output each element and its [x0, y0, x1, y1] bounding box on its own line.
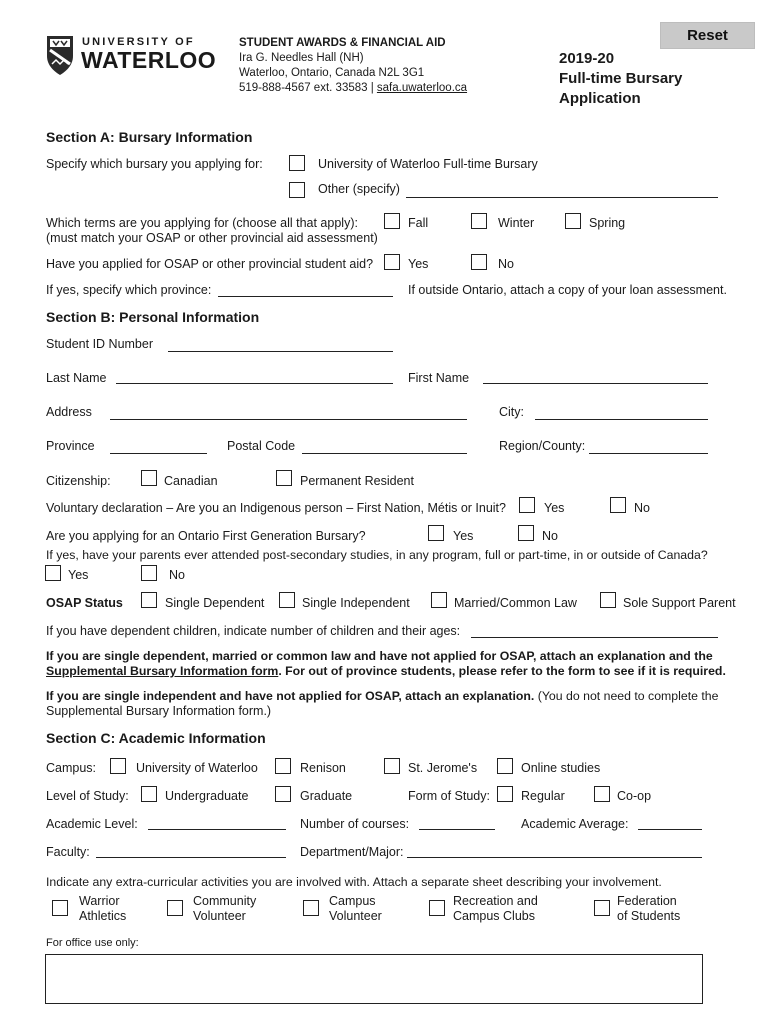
- federation-students-label-1: Federation: [617, 894, 677, 908]
- graduate-label: Graduate: [300, 789, 353, 803]
- outside-ontario-note: If outside Ontario, attach a copy of your loan assessment.: [408, 283, 727, 297]
- undergraduate-checkbox[interactable]: [141, 786, 157, 802]
- undergraduate-label: Undergraduate: [165, 789, 249, 803]
- winter-checkbox[interactable]: [471, 213, 487, 229]
- num-courses-label: Number of courses:: [300, 817, 410, 831]
- community-volunteer-label-1: Community: [193, 894, 257, 908]
- city-field[interactable]: [535, 419, 708, 420]
- city-label: City:: [499, 405, 524, 419]
- campus-label: Campus:: [46, 761, 97, 775]
- first-gen-yes-checkbox[interactable]: [428, 525, 444, 541]
- first-name-label: First Name: [408, 371, 470, 385]
- indigenous-yes-checkbox[interactable]: [519, 497, 535, 513]
- supplemental-form-link[interactable]: Supplemental Bursary Information form: [46, 664, 279, 678]
- faculty-field[interactable]: [96, 857, 286, 858]
- recreation-clubs-label-1: Recreation and: [453, 894, 538, 908]
- office-address-2: Waterloo, Ontario, Canada N2L 3G1: [239, 67, 425, 79]
- coop-checkbox[interactable]: [594, 786, 610, 802]
- canadian-checkbox[interactable]: [141, 470, 157, 486]
- office-name: STUDENT AWARDS & FINANCIAL AID: [239, 37, 446, 49]
- terms-note: (must match your OSAP or other provincial aid assessment): [46, 231, 378, 245]
- dependent-children-label: If you have dependent children, indicate number of children and their ages:: [46, 624, 461, 638]
- form-title-line3: Application: [559, 90, 641, 107]
- office-contact: [239, 81, 467, 96]
- form-of-study-label: Form of Study:: [408, 789, 490, 803]
- single-dependent-label: Single Dependent: [165, 596, 265, 610]
- other-bursary-field[interactable]: [406, 197, 718, 198]
- osap-note-1-line1: If you are single dependent, married or common law and have not applied for OSAP, attach an explanation and the: [46, 649, 713, 663]
- academic-level-field[interactable]: [148, 829, 286, 830]
- parents-no-checkbox[interactable]: [141, 565, 157, 581]
- graduate-checkbox[interactable]: [275, 786, 291, 802]
- office-phone: 519-888-4567 ext. 33583 |: [239, 82, 377, 94]
- dependent-children-field[interactable]: [471, 637, 718, 638]
- warrior-athletics-label-1: Warrior: [79, 894, 120, 908]
- osap-note-2-regular: (You do not need to complete the: [534, 689, 719, 703]
- osap-note-2-line2: Supplemental Bursary Information form.): [46, 704, 272, 718]
- waterloo-crest-icon: [46, 34, 74, 76]
- warrior-athletics-checkbox[interactable]: [52, 900, 68, 916]
- section-b-title: Section B: Personal Information: [46, 309, 260, 325]
- logo-line2: WATERLOO: [81, 47, 217, 73]
- office-use-box[interactable]: [45, 954, 703, 1004]
- department-label: Department/Major:: [300, 845, 404, 859]
- last-name-label: Last Name: [46, 371, 107, 385]
- osap-note-1-line2: [46, 664, 726, 679]
- sole-support-label: Sole Support Parent: [623, 596, 736, 610]
- married-label: Married/Common Law: [454, 596, 577, 610]
- osap-note-2-line1: [46, 689, 718, 704]
- postal-code-label: Postal Code: [227, 439, 296, 453]
- single-independent-checkbox[interactable]: [279, 592, 295, 608]
- region-label: Region/County:: [499, 439, 586, 453]
- province-field[interactable]: [110, 453, 207, 454]
- terms-label: Which terms are you applying for (choose all that apply):: [46, 216, 358, 230]
- office-web-link[interactable]: safa.uwaterloo.ca: [376, 82, 468, 94]
- logo-line1: UNIVERSITY OF: [82, 36, 195, 48]
- permanent-resident-label: Permanent Resident: [300, 474, 414, 488]
- office-address-1: Ira G. Needles Hall (NH): [239, 52, 364, 64]
- other-bursary-checkbox[interactable]: [289, 182, 305, 198]
- first-gen-yes-label: Yes: [453, 529, 474, 543]
- campus-volunteer-checkbox[interactable]: [303, 900, 319, 916]
- office-use-label: For office use only:: [46, 937, 139, 949]
- province-label: Province: [46, 439, 95, 453]
- campus-uw-label: University of Waterloo: [136, 761, 258, 775]
- faculty-label: Faculty:: [46, 845, 90, 859]
- coop-label: Co-op: [617, 789, 652, 803]
- fall-label: Fall: [408, 216, 429, 230]
- activities-question: Indicate any extra-curricular activities you are involved with. Attach a separate sheet describing your involvement.: [46, 875, 662, 889]
- osap-status-label: OSAP Status: [46, 596, 123, 610]
- university-logo: [46, 34, 217, 76]
- campus-renison-checkbox[interactable]: [275, 758, 291, 774]
- recreation-clubs-checkbox[interactable]: [429, 900, 445, 916]
- winter-label: Winter: [498, 216, 535, 230]
- citizenship-label: Citizenship:: [46, 474, 111, 488]
- province-specify-label: If yes, specify which province:: [46, 283, 212, 297]
- first-name-field[interactable]: [483, 383, 708, 384]
- campus-volunteer-label-2: Volunteer: [329, 909, 382, 923]
- indigenous-no-checkbox[interactable]: [610, 497, 626, 513]
- form-year: 2019-20: [559, 50, 615, 67]
- osap-no-label: No: [498, 257, 514, 271]
- level-of-study-label: Level of Study:: [46, 789, 129, 803]
- parents-yes-checkbox[interactable]: [45, 565, 61, 581]
- federation-students-label-2: of Students: [617, 909, 681, 923]
- campus-stjeromes-checkbox[interactable]: [384, 758, 400, 774]
- campus-volunteer-label-1: Campus: [329, 894, 376, 908]
- recreation-clubs-label-2: Campus Clubs: [453, 909, 535, 923]
- last-name-field[interactable]: [116, 383, 393, 384]
- community-volunteer-label-2: Volunteer: [193, 909, 246, 923]
- department-field[interactable]: [407, 857, 702, 858]
- first-gen-no-checkbox[interactable]: [518, 525, 534, 541]
- parents-no-label: No: [169, 568, 185, 582]
- student-id-field[interactable]: [168, 351, 393, 352]
- spring-checkbox[interactable]: [565, 213, 581, 229]
- address-field[interactable]: [110, 419, 467, 420]
- parents-yes-label: Yes: [68, 568, 89, 582]
- campus-online-label: Online studies: [521, 761, 601, 775]
- form-title-line2: Full-time Bursary: [559, 70, 683, 87]
- province-specify-field[interactable]: [218, 296, 393, 297]
- indigenous-yes-label: Yes: [544, 501, 565, 515]
- osap-applied-question: Have you applied for OSAP or other provincial student aid?: [46, 257, 374, 271]
- permanent-resident-checkbox[interactable]: [276, 470, 292, 486]
- academic-average-field[interactable]: [638, 829, 702, 830]
- first-gen-no-label: No: [542, 529, 558, 543]
- indigenous-no-label: No: [634, 501, 650, 515]
- section-a-title: Section A: Bursary Information: [46, 129, 253, 145]
- campus-uw-checkbox[interactable]: [110, 758, 126, 774]
- single-independent-label: Single Independent: [302, 596, 410, 610]
- warrior-athletics-label-2: Athletics: [79, 909, 127, 923]
- address-label: Address: [46, 405, 92, 419]
- osap-no-checkbox[interactable]: [471, 254, 487, 270]
- uw-bursary-checkbox[interactable]: [289, 155, 305, 171]
- parents-question: If yes, have your parents ever attended post-secondary studies, in any program, full or part-time, in or outside of Canada?: [46, 548, 708, 562]
- section-c-title: Section C: Academic Information: [46, 730, 266, 746]
- academic-average-label: Academic Average:: [521, 817, 629, 831]
- osap-note-2-bold: If you are single independent and have not applied for OSAP, attach an explanation.: [46, 689, 535, 703]
- campus-renison-label: Renison: [300, 761, 346, 775]
- sole-support-checkbox[interactable]: [600, 592, 616, 608]
- fall-checkbox[interactable]: [384, 213, 400, 229]
- region-field[interactable]: [589, 453, 708, 454]
- regular-checkbox[interactable]: [497, 786, 513, 802]
- osap-yes-checkbox[interactable]: [384, 254, 400, 270]
- bursary-specify-label: Specify which bursary you applying for:: [46, 157, 263, 171]
- student-id-label: Student ID Number: [46, 337, 153, 351]
- reset-button[interactable]: Reset: [660, 22, 755, 49]
- campus-online-checkbox[interactable]: [497, 758, 513, 774]
- postal-code-field[interactable]: [302, 453, 467, 454]
- osap-note-1-tail: . For out of province students, please refer to the form to see if it is required.: [278, 664, 726, 678]
- uw-bursary-label: University of Waterloo Full-time Bursary: [318, 157, 538, 171]
- community-volunteer-checkbox[interactable]: [167, 900, 183, 916]
- regular-label: Regular: [521, 789, 565, 803]
- single-dependent-checkbox[interactable]: [141, 592, 157, 608]
- academic-level-label: Academic Level:: [46, 817, 138, 831]
- federation-students-checkbox[interactable]: [594, 900, 610, 916]
- other-bursary-label: Other (specify): [318, 182, 400, 196]
- spring-label: Spring: [589, 216, 626, 230]
- osap-yes-label: Yes: [408, 257, 429, 271]
- canadian-label: Canadian: [164, 474, 218, 488]
- num-courses-field[interactable]: [419, 829, 495, 830]
- married-checkbox[interactable]: [431, 592, 447, 608]
- indigenous-question: Voluntary declaration – Are you an Indigenous person – First Nation, Métis or Inuit?: [46, 501, 506, 515]
- campus-stjeromes-label: St. Jerome's: [408, 761, 478, 775]
- first-gen-question: Are you applying for an Ontario First Generation Bursary?: [46, 529, 366, 543]
